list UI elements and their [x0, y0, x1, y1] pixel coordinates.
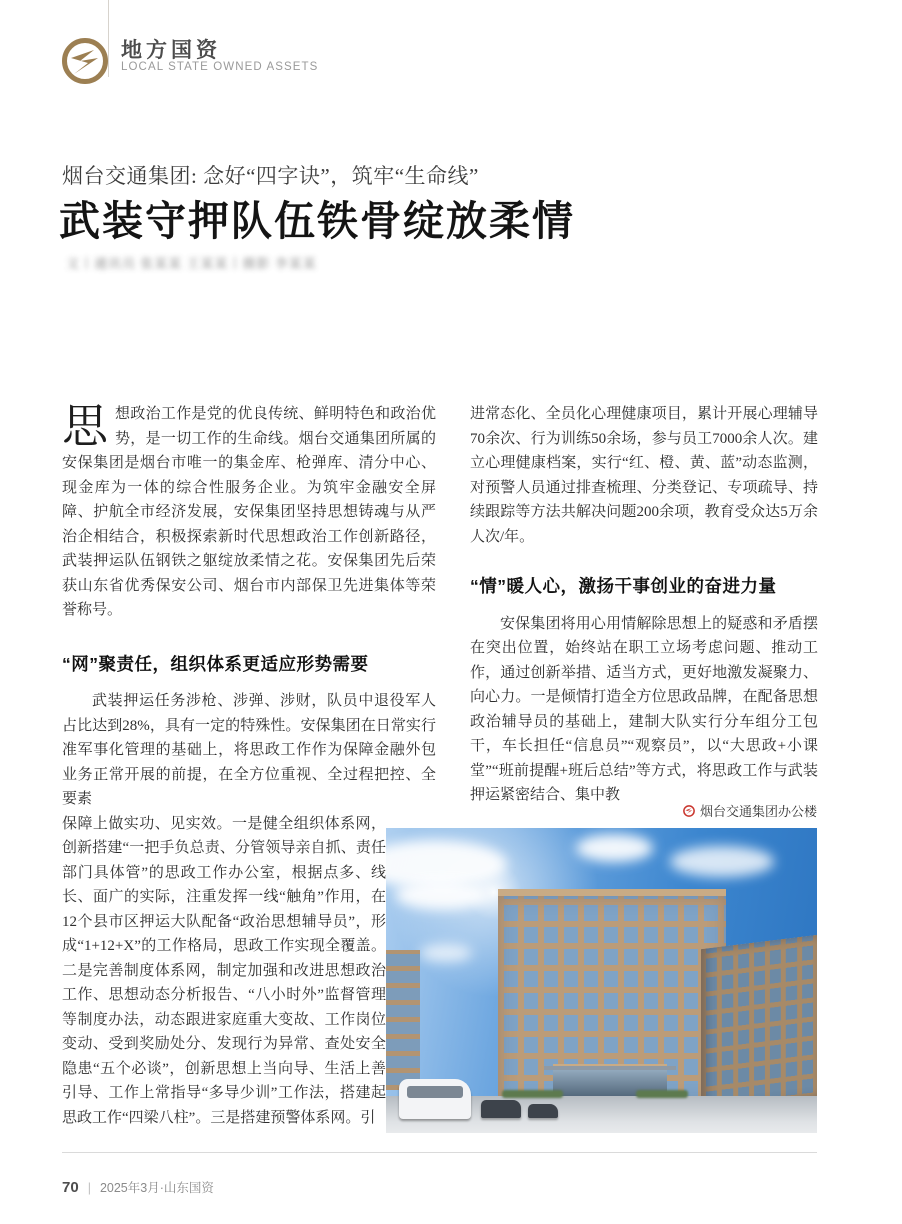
parked-car	[481, 1100, 521, 1118]
parked-car	[528, 1104, 558, 1118]
hedge	[502, 1090, 562, 1098]
photo-caption-text: 烟台交通集团办公楼	[699, 804, 817, 819]
main-building	[498, 889, 726, 1103]
van-window	[407, 1086, 463, 1098]
article-title: 武装守押队伍铁骨绽放柔情	[59, 198, 575, 244]
right-wing-building	[701, 935, 817, 1111]
magazine-name-cn: 地方国资	[121, 39, 221, 62]
hedge	[636, 1090, 688, 1098]
magazine-name-en: LOCAL STATE OWNED ASSETS	[121, 61, 319, 73]
photo-caption	[386, 801, 817, 820]
side-building	[386, 950, 420, 1090]
paragraph-3: 进常态化、全员化心理健康项目，累计开展心理辅导70余次、行为训练50余场，参与员工7000余人次。建立心理健康档案，实行“红、橙、黄、蓝”动态监测，对预警人员通过排查梳理、分类登记、专项疏导、持续跟踪等方法共解决问题200余项，教育受众达5万余人次/年。	[470, 406, 818, 545]
cloud	[670, 846, 773, 877]
footer-issue: 2025年3月·山东国资	[99, 1181, 214, 1195]
caption-logo-icon	[683, 805, 695, 820]
column-right	[470, 402, 818, 808]
entrance-canopy	[544, 1066, 677, 1070]
cloud	[395, 880, 490, 911]
paragraph-4: 安保集团将用心用情解除思想上的疑惑和矛盾摆在突出位置，始终站在职工立场考虑问题、推动工作，通过创新举措、适当方式，更好地激发凝聚力、向心力。一是倾情打造全方位思政品牌，在配备思想政治辅导员的基础上，建制大队实行分车组分工包干，车长担任“信息员”“观察员”，以“大思政+小课堂”“班前提醒+班后总结”等方式，将思政工作与武装押运紧密结合、集中教	[470, 615, 818, 803]
subheading-1: “网”聚责任，组织体系更适应形势需要	[62, 653, 369, 674]
column-left	[62, 402, 436, 1130]
footer	[62, 1178, 214, 1196]
paragraph-lead	[62, 402, 436, 623]
magazine-logo-icon	[61, 37, 109, 85]
footer-separator: |	[87, 1181, 91, 1195]
article-kicker: 烟台交通集团: 念好“四字诀”，筑牢“生命线”	[62, 164, 479, 188]
office-building-photo	[386, 828, 817, 1133]
paragraph-2b: 保障上做实功、见实效。一是健全组织体系网，创新搭建“一把手负总责、分管领导亲自抓、责任部门具体管”的思政工作办公室，根据点多、线长、面广的实际，注重发挥一线“触角”作用，在12个县市区押运大队配备“政治思想辅导员”，形成“1+12+X”的工作格局，思政工作实现全覆盖。二是完善制度体系网，制定加强和改进思想政治工作、思想动态分析报告、“八小时外”监督管理等制度办法，动态跟进家庭重大变故、工作岗位变动、受到奖励处分、发现行为异常、查处安全隐患“五个必谈”，创新思想上当向导、生活上善引导、工作上常指导“多导少训”工作法，搭建起思政工作“四梁八柱”。三是搭建预警体系网。引	[62, 815, 386, 1126]
cloud	[576, 834, 654, 861]
byline-redacted: 文丨通讯员 张某某 王某某丨摄影 李某某	[66, 256, 317, 271]
paragraph-2a: 武装押运任务涉枪、涉弹、涉财，队员中退役军人占比达到28%，具有一定的特殊性。安保集团在日常实行准军事化管理的基础上，将思政工作作为保障金融外包业务正常开展的前提，在全方位重视、全过程把控、全要素	[62, 693, 436, 807]
drop-cap: 思	[62, 401, 108, 452]
paragraph-lead-text: 想政治工作是党的优良传统、鲜明特色和政治优势，是一切工作的生命线。烟台交通集团所属的安保集团是烟台市唯一的集金库、枪弹库、清分中心、现金库为一体的综合性服务企业。为筑牢金融安全屏障、护航全市经济发展，安保集团坚持思想铸魂与从严治企相结合，积极探索新时代思想政治工作创新路径，武装押运队伍钢铁之躯绽放柔情之花。安保集团先后荣获山东省优秀保安公司、烟台市内部保卫先进集体等荣誉称号。	[62, 406, 436, 618]
page-number: 70	[62, 1179, 79, 1196]
header-divider	[108, 0, 109, 77]
cloud	[420, 944, 472, 962]
subheading-2: “情”暖人心，激扬干事创业的奋进力量	[470, 576, 777, 596]
footer-rule	[62, 1152, 817, 1153]
white-van	[399, 1079, 471, 1119]
